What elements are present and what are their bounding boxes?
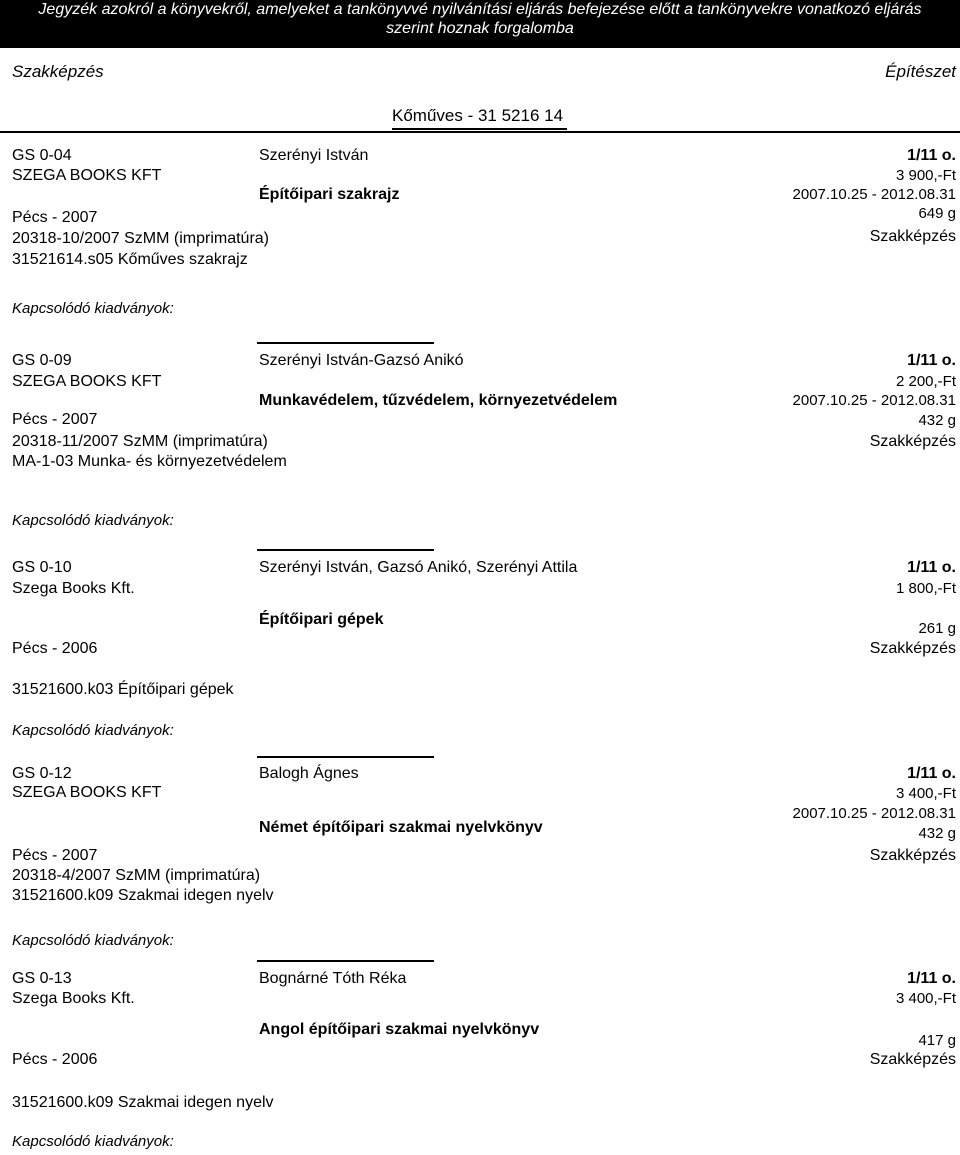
book-code: GS 0-12 bbox=[12, 765, 72, 782]
book-title: Angol építőipari szakmai nyelvkönyv bbox=[259, 1021, 540, 1038]
book-place-year: Pécs - 2007 bbox=[12, 411, 98, 428]
entry-divider bbox=[257, 960, 434, 962]
book-place-year: Pécs - 2007 bbox=[12, 847, 98, 864]
book-category: Szakképzés bbox=[869, 640, 956, 657]
book-reference: 31521600.k09 Szakmai idegen nyelv bbox=[12, 1094, 274, 1111]
book-authors: Szerényi István, Gazsó Anikó, Szerényi Attila bbox=[259, 559, 578, 576]
book-weight: 432 g bbox=[918, 825, 956, 842]
book-price: 3 400,-Ft bbox=[895, 785, 956, 802]
book-authors: Szerényi István-Gazsó Anikó bbox=[259, 352, 464, 369]
book-approval: 20318-4/2007 SzMM (imprimatúra) bbox=[12, 867, 261, 884]
book-approval: 20318-11/2007 SzMM (imprimatúra) bbox=[12, 433, 268, 450]
entry-divider bbox=[257, 756, 434, 758]
banner-line-1: Jegyzék azokról a könyvekről, amelyeket a tankönyvvé nyilvánítási eljárás befejezése előtt a tankönyvekre vonatkozó eljárás bbox=[38, 1, 922, 18]
book-grade: 1/11 o. bbox=[907, 970, 956, 987]
book-title: Munkavédelem, tűzvédelem, környezetvédelem bbox=[259, 392, 618, 409]
book-publisher: Szega Books Kft. bbox=[12, 990, 135, 1007]
book-validity: 2007.10.25 - 2012.08.31 bbox=[792, 392, 956, 409]
book-place-year: Pécs - 2006 bbox=[12, 1051, 98, 1068]
book-category: Szakképzés bbox=[869, 1051, 956, 1068]
section-category: Szakképzés bbox=[12, 62, 104, 81]
related-publications-label: Kapcsolódó kiadványok: bbox=[12, 512, 174, 529]
book-validity: 2007.10.25 - 2012.08.31 bbox=[792, 186, 956, 203]
header-divider bbox=[0, 131, 960, 133]
book-grade: 1/11 o. bbox=[907, 765, 956, 782]
book-price: 2 200,-Ft bbox=[895, 373, 956, 390]
book-code: GS 0-13 bbox=[12, 970, 72, 987]
book-price: 3 400,-Ft bbox=[895, 990, 956, 1007]
book-authors: Balogh Ágnes bbox=[259, 765, 359, 782]
profession-subtitle: Kőműves - 31 5216 14 bbox=[392, 106, 564, 125]
book-reference: 31521600.k09 Szakmai idegen nyelv bbox=[12, 887, 274, 904]
related-publications-label: Kapcsolódó kiadványok: bbox=[12, 1133, 174, 1150]
book-grade: 1/11 o. bbox=[907, 559, 956, 576]
book-validity: 2007.10.25 - 2012.08.31 bbox=[792, 805, 956, 822]
book-title: Építőipari gépek bbox=[259, 611, 384, 628]
related-publications-label: Kapcsolódó kiadványok: bbox=[12, 722, 174, 739]
book-reference: MA-1-03 Munka- és környezetvédelem bbox=[12, 453, 287, 470]
book-publisher: Szega Books Kft. bbox=[12, 580, 135, 597]
entry-divider bbox=[257, 549, 434, 551]
book-code: GS 0-04 bbox=[12, 147, 72, 164]
book-code: GS 0-10 bbox=[12, 559, 72, 576]
book-category: Szakképzés bbox=[869, 433, 956, 450]
book-publisher: SZEGA BOOKS KFT bbox=[12, 373, 162, 390]
book-code: GS 0-09 bbox=[12, 352, 72, 369]
book-weight: 417 g bbox=[918, 1032, 956, 1049]
section-field: Építészet bbox=[885, 62, 956, 81]
book-authors: Bognárné Tóth Réka bbox=[259, 970, 407, 987]
book-grade: 1/11 o. bbox=[907, 147, 956, 164]
book-price: 3 900,-Ft bbox=[895, 167, 956, 184]
book-reference: 31521614.s05 Kőműves szakrajz bbox=[12, 251, 248, 268]
book-grade: 1/11 o. bbox=[907, 352, 956, 369]
related-publications-label: Kapcsolódó kiadványok: bbox=[12, 932, 174, 949]
book-price: 1 800,-Ft bbox=[895, 580, 956, 597]
book-weight: 261 g bbox=[918, 620, 956, 637]
book-publisher: SZEGA BOOKS KFT bbox=[12, 167, 162, 184]
book-title: Német építőipari szakmai nyelvkönyv bbox=[259, 819, 543, 836]
entry-divider bbox=[257, 342, 434, 344]
book-publisher: SZEGA BOOKS KFT bbox=[12, 784, 162, 801]
document-banner bbox=[0, 0, 960, 48]
book-weight: 432 g bbox=[918, 412, 956, 429]
related-publications-label: Kapcsolódó kiadványok: bbox=[12, 300, 174, 317]
book-reference: 31521600.k03 Építőipari gépek bbox=[12, 681, 234, 698]
book-place-year: Pécs - 2006 bbox=[12, 640, 98, 657]
book-title: Építőipari szakrajz bbox=[259, 186, 400, 203]
subtitle-underline bbox=[392, 128, 567, 130]
book-place-year: Pécs - 2007 bbox=[12, 209, 98, 226]
book-approval: 20318-10/2007 SzMM (imprimatúra) bbox=[12, 230, 269, 247]
book-category: Szakképzés bbox=[869, 228, 956, 245]
book-weight: 649 g bbox=[918, 205, 956, 222]
banner-line-2: szerint hoznak forgalomba bbox=[386, 20, 574, 37]
book-authors: Szerényi István bbox=[259, 147, 369, 164]
book-category: Szakképzés bbox=[869, 847, 956, 864]
